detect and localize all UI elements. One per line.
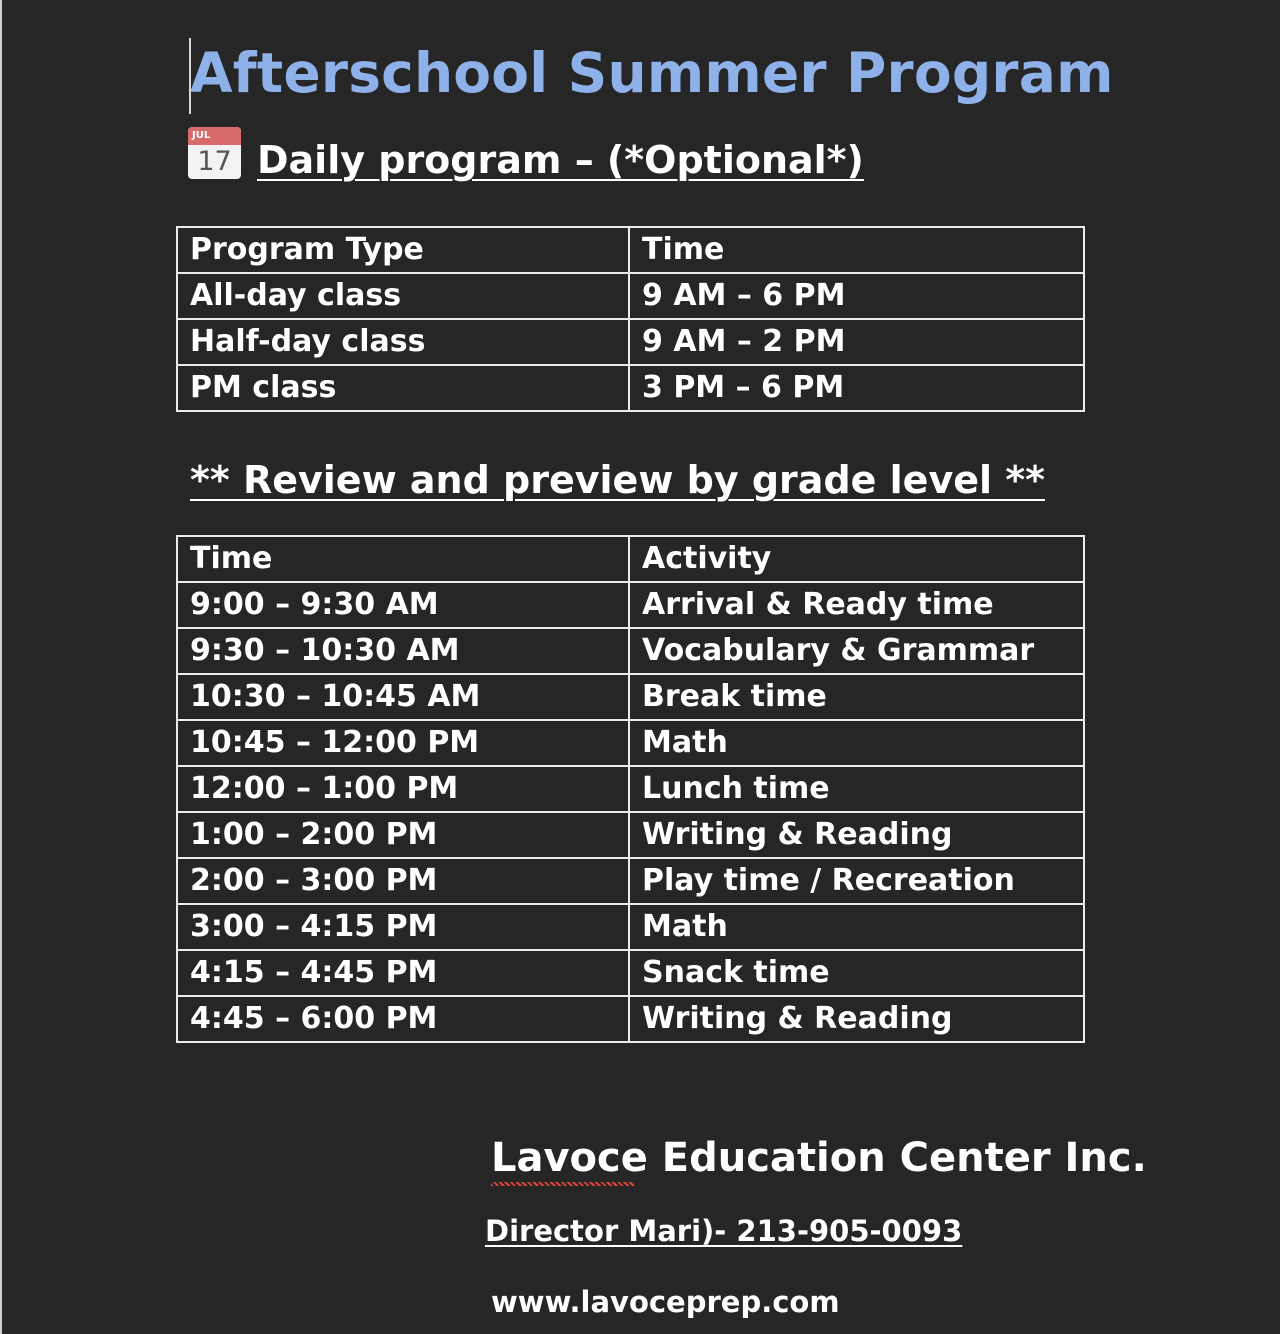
time-cell[interactable]: 4:45 – 6:00 PM — [177, 996, 629, 1042]
table-row — [177, 950, 1084, 996]
activity-cell[interactable]: Play time / Recreation — [629, 858, 1084, 904]
table-row — [177, 628, 1084, 674]
table-header-cell[interactable]: Time — [629, 227, 1084, 273]
daily-program-label[interactable]: Daily program – (*Optional*) — [257, 138, 864, 182]
table-row — [177, 319, 1084, 365]
daily-program-heading — [188, 127, 864, 182]
table-row — [177, 273, 1084, 319]
activity-cell[interactable]: Snack time — [629, 950, 1084, 996]
time-cell[interactable]: 9:00 – 9:30 AM — [177, 582, 629, 628]
time-cell[interactable]: 9:30 – 10:30 AM — [177, 628, 629, 674]
activity-cell[interactable]: Vocabulary & Grammar — [629, 628, 1084, 674]
table-header-row — [177, 227, 1084, 273]
center-name[interactable]: Lavoce Education Center Inc. — [491, 1135, 1147, 1181]
table-header-cell[interactable]: Activity — [629, 536, 1084, 582]
program-time-cell[interactable]: 9 AM – 2 PM — [629, 319, 1084, 365]
website-link[interactable]: www.lavoceprep.com — [491, 1285, 840, 1319]
page-title[interactable]: Afterschool Summer Program — [190, 41, 1114, 105]
time-cell[interactable]: 3:00 – 4:15 PM — [177, 904, 629, 950]
calendar-icon-day: 17 — [197, 146, 232, 177]
table-header-row — [177, 536, 1084, 582]
time-cell[interactable]: 1:00 – 2:00 PM — [177, 812, 629, 858]
table-row — [177, 904, 1084, 950]
table-row — [177, 996, 1084, 1042]
activity-cell[interactable]: Lunch time — [629, 766, 1084, 812]
calendar-icon — [188, 127, 241, 179]
table-row — [177, 582, 1084, 628]
table-header-cell[interactable]: Time — [177, 536, 629, 582]
director-contact[interactable]: Director Mari)- 213-905-0093 — [485, 1214, 963, 1248]
time-cell[interactable]: 10:30 – 10:45 AM — [177, 674, 629, 720]
table-row — [177, 365, 1084, 411]
spellcheck-underline — [491, 1182, 635, 1186]
review-preview-heading[interactable]: ** Review and preview by grade level ** — [190, 458, 1045, 502]
table-row — [177, 674, 1084, 720]
activity-cell[interactable]: Break time — [629, 674, 1084, 720]
table-row — [177, 812, 1084, 858]
program-time-cell[interactable]: 9 AM – 6 PM — [629, 273, 1084, 319]
time-cell[interactable]: 4:15 – 4:45 PM — [177, 950, 629, 996]
program-time-cell[interactable]: 3 PM – 6 PM — [629, 365, 1084, 411]
time-cell[interactable]: 12:00 – 1:00 PM — [177, 766, 629, 812]
program-type-cell[interactable]: All-day class — [177, 273, 629, 319]
page-edge — [0, 0, 2, 1334]
program-type-cell[interactable]: Half-day class — [177, 319, 629, 365]
time-cell[interactable]: 10:45 – 12:00 PM — [177, 720, 629, 766]
time-cell[interactable]: 2:00 – 3:00 PM — [177, 858, 629, 904]
activity-cell[interactable]: Math — [629, 720, 1084, 766]
table-header-cell[interactable]: Program Type — [177, 227, 629, 273]
calendar-icon-month: JUL — [192, 130, 211, 141]
table-row — [177, 766, 1084, 812]
program-type-table — [176, 226, 1085, 412]
program-type-cell[interactable]: PM class — [177, 365, 629, 411]
activity-cell[interactable]: Writing & Reading — [629, 996, 1084, 1042]
activity-schedule-table — [176, 535, 1085, 1043]
activity-cell[interactable]: Arrival & Ready time — [629, 582, 1084, 628]
activity-cell[interactable]: Math — [629, 904, 1084, 950]
table-row — [177, 858, 1084, 904]
table-row — [177, 720, 1084, 766]
activity-cell[interactable]: Writing & Reading — [629, 812, 1084, 858]
